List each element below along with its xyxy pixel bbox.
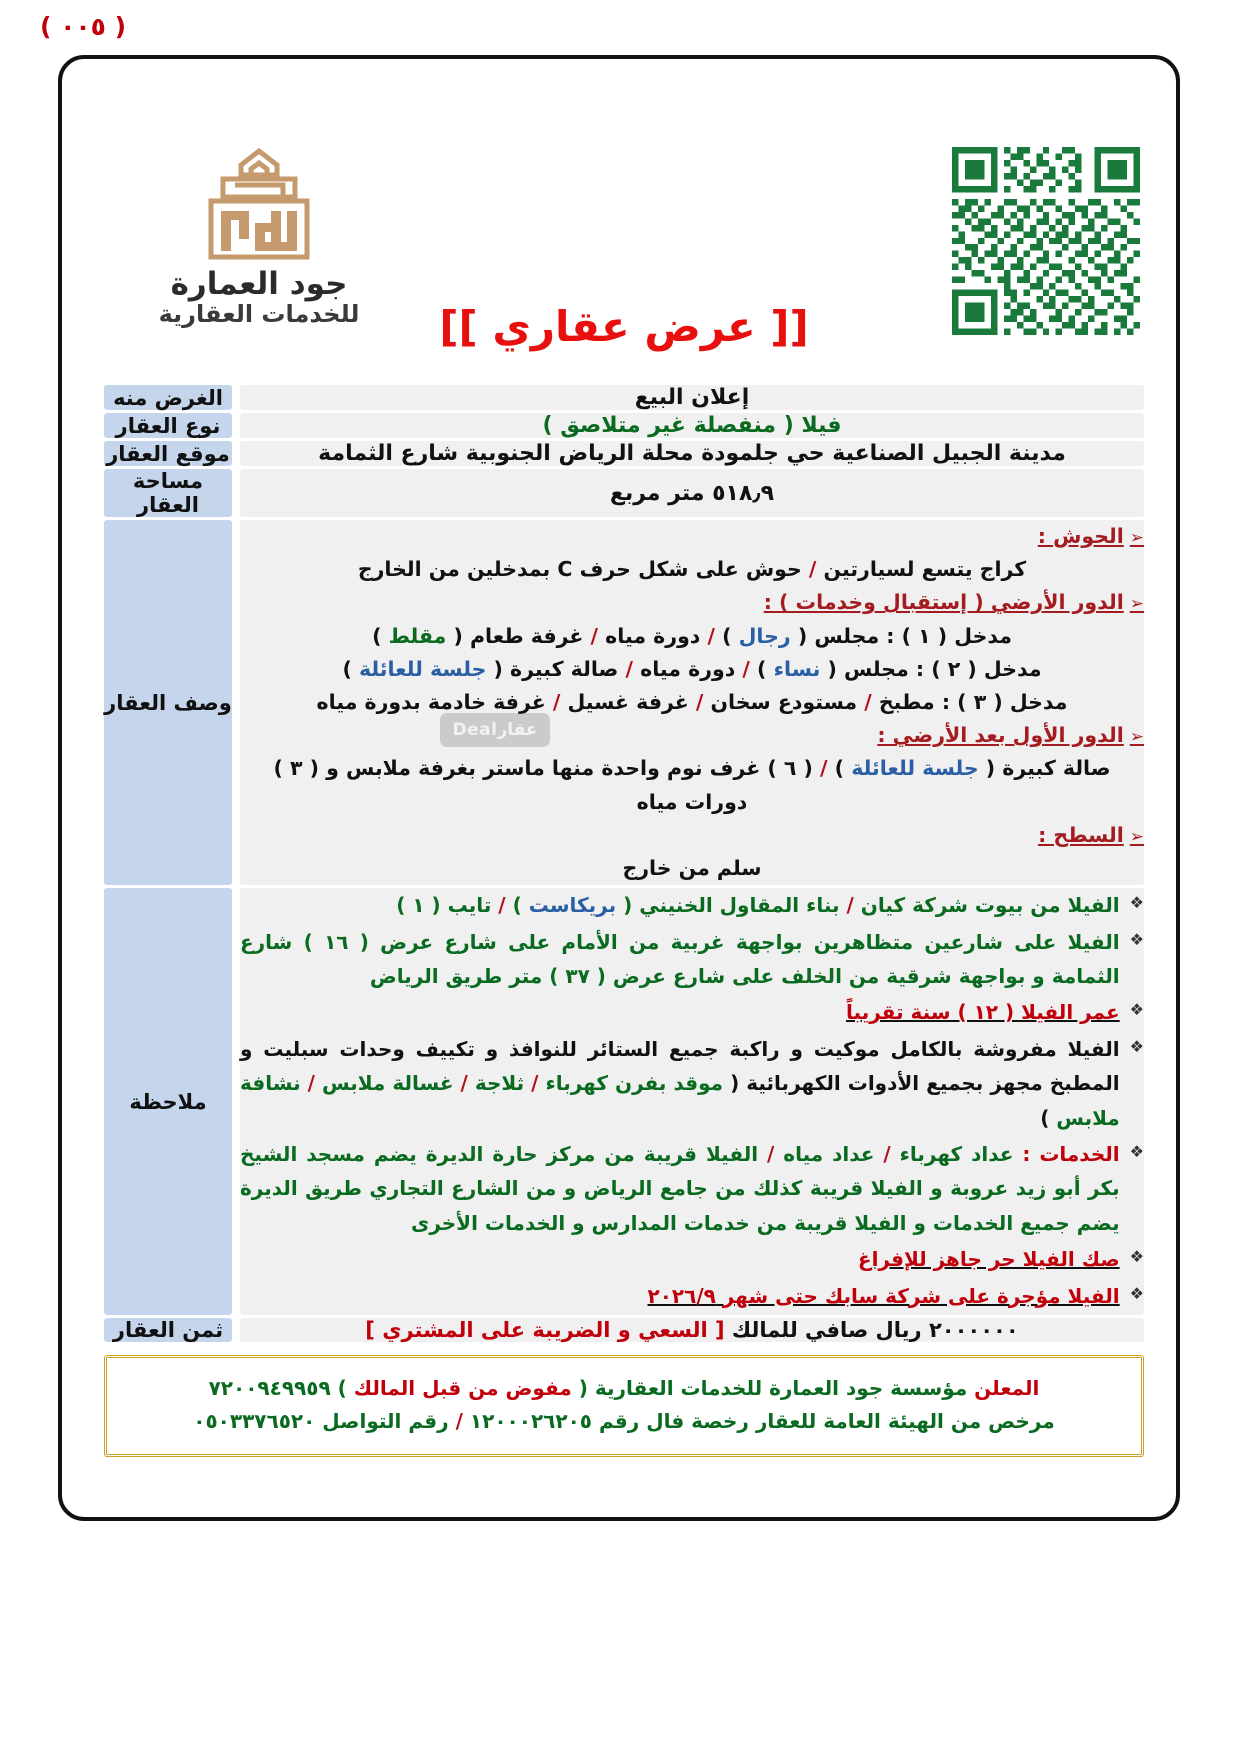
text-run: صالة كبيرة ( bbox=[978, 756, 1111, 781]
diamond-bullet-icon: ❖ bbox=[1129, 893, 1144, 913]
text-run: / bbox=[590, 623, 599, 648]
row-value-1: فيلا ( منفصلة غير متلاصق ) bbox=[542, 413, 842, 438]
diamond-bullet-icon: ❖ bbox=[1129, 1000, 1144, 1020]
text-run: / bbox=[883, 1141, 891, 1166]
arrow-bullet-icon: ➢ bbox=[1129, 727, 1144, 748]
note-text bbox=[240, 925, 1120, 994]
text-run: الفيلا مفروشة بالكامل موكيت و راكبة جميع الستائر للنوافذ و تكييف وحدات سبليت و المطبخ مجهز بجميع الأدوات الكهربائية ( bbox=[240, 1036, 1120, 1096]
text-run: مستودع سخان bbox=[703, 690, 865, 715]
advertiser-line bbox=[117, 1372, 1131, 1405]
table-cell-value bbox=[240, 469, 1144, 517]
table-cell-value bbox=[240, 1318, 1144, 1342]
text-run: مدخل ( ١ ) : مجلس ( bbox=[790, 623, 1012, 648]
arrow-bullet-icon: ➢ bbox=[1129, 826, 1144, 847]
text-run: / bbox=[453, 1071, 475, 1096]
text-run: مقلط bbox=[388, 623, 447, 648]
property-spec-table bbox=[104, 382, 1144, 1345]
license-line bbox=[117, 1405, 1131, 1438]
note-text bbox=[240, 995, 1120, 1029]
advertiser-footer-box bbox=[104, 1355, 1144, 1457]
description-line bbox=[240, 620, 1144, 653]
text-run: مفوض من قبل المالك bbox=[353, 1375, 572, 1400]
row-value-2: مدينة الجبيل الصناعية حي جلمودة محلة الرياض الجنوبية شارع الثمامة bbox=[318, 441, 1066, 466]
note-text bbox=[240, 888, 1120, 922]
text-run: الفيلا على شارعين متظاهرين بواجهة غربية من الأمام على شارع عرض ( ١٦ ) شارع الثمامة و بواجهة شرقية من الخلف على شارع عرض ( ٣٧ ) متر طريق الرياض bbox=[240, 929, 1120, 989]
heading-text: الدور الأول بعد الأرضي : bbox=[877, 723, 1124, 748]
description-section-heading bbox=[240, 719, 1144, 752]
text-run: / bbox=[455, 1408, 463, 1433]
text-run: غرفة خادمة بدورة مياه bbox=[316, 690, 553, 715]
diamond-bullet-icon: ❖ bbox=[1129, 1247, 1144, 1267]
text-run: حوش على شكل حرف C بمدخلين من الخارج bbox=[357, 557, 809, 582]
text-run: / bbox=[767, 1141, 775, 1166]
row-label-1: نوع العقار bbox=[104, 413, 232, 438]
text-run: صك الفيلا حر جاهز للإفراغ bbox=[857, 1247, 1120, 1272]
text-run: سلم من خارج bbox=[622, 856, 762, 881]
arrow-bullet-icon: ➢ bbox=[1129, 528, 1144, 548]
text-run: بريكاست bbox=[528, 893, 617, 918]
row-label-notes: ملاحظة bbox=[104, 888, 232, 1315]
cell-gap bbox=[232, 441, 240, 466]
text-run: ) bbox=[749, 656, 774, 681]
note-item bbox=[240, 1242, 1144, 1276]
text-run: غرفة غسيل bbox=[560, 690, 696, 715]
text-run: مدخل ( ٢ ) : مجلس ( bbox=[820, 656, 1042, 681]
table-cell-value bbox=[240, 385, 1144, 410]
text-run: / bbox=[625, 656, 633, 681]
description-line bbox=[240, 852, 1144, 885]
note-text bbox=[240, 1242, 1120, 1276]
advert-card bbox=[58, 55, 1180, 1521]
note-text bbox=[240, 1137, 1120, 1240]
table-row bbox=[104, 441, 1144, 466]
text-run: / bbox=[808, 557, 817, 582]
row-label-3: مساحة العقار bbox=[104, 469, 232, 517]
diamond-bullet-icon: ❖ bbox=[1129, 1283, 1144, 1303]
building-tower-logo-icon bbox=[104, 145, 414, 263]
table-row bbox=[104, 385, 1144, 410]
text-run: ) bbox=[342, 656, 359, 681]
text-run: / bbox=[524, 1071, 546, 1096]
text-run: مدخل ( ٣ ) : مطبخ bbox=[871, 690, 1068, 715]
text-run: عمر الفيلا ( ١٢ ) سنة تقريباً bbox=[846, 1000, 1120, 1025]
text-run: مؤسسة جود العمارة للخدمات العقارية ( bbox=[571, 1375, 975, 1400]
table-cell-value bbox=[240, 441, 1144, 466]
text-run: ) bbox=[827, 756, 852, 781]
diamond-bullet-icon: ❖ bbox=[1129, 1141, 1144, 1161]
text-run: / bbox=[820, 756, 828, 781]
text-run: عداد كهرباء bbox=[890, 1141, 1023, 1166]
row-value-3: ٥١٨٫٩ متر مربع bbox=[609, 480, 775, 506]
company-name: جود العمارة bbox=[170, 266, 348, 302]
text-run: ) bbox=[505, 893, 529, 918]
note-item bbox=[240, 1279, 1144, 1313]
note-item bbox=[240, 995, 1144, 1029]
qr-code-icon bbox=[952, 147, 1140, 335]
row-label-price: ثمن العقار bbox=[104, 1318, 232, 1342]
description-line bbox=[240, 653, 1144, 686]
text-run: عداد مياه bbox=[774, 1141, 884, 1166]
text-run: الخدمات : bbox=[1022, 1141, 1120, 1166]
text-run: جلسة للعائلة bbox=[358, 656, 487, 681]
text-run: الفيلا قريبة من مركز حارة الديرة يضم مسجد الشيخ بكر أبو زيد عروبة و الفيلا قريبة كذلك من جامع الرياض و من الشارع التجاري طريق الديرة يضم جميع الخدمات و الفيلا قريبة من خدمات المدارس و الخدمات الأخرى bbox=[240, 1141, 1120, 1235]
property-notes bbox=[240, 888, 1144, 1313]
text-run: ( ٦ ) غرف نوم واحدة منها ماستر بغرفة ملابس و ( ٣ ) دورات مياه bbox=[273, 756, 821, 814]
brand-block bbox=[104, 145, 414, 329]
description-section-heading bbox=[240, 586, 1144, 619]
text-run: نشافة ملابس bbox=[240, 1071, 1120, 1130]
table-cell-value bbox=[240, 888, 1144, 1315]
arrow-bullet-icon: ➢ bbox=[1129, 594, 1144, 615]
text-run: / bbox=[300, 1071, 322, 1096]
table-row bbox=[104, 520, 1144, 885]
heading-text: الدور الأرضي ( إستقبال وخدمات ) : bbox=[763, 590, 1124, 615]
note-text bbox=[240, 1032, 1120, 1135]
row-label-2: موقع العقار bbox=[104, 441, 232, 466]
table-row bbox=[104, 888, 1144, 1315]
text-run: ) bbox=[1040, 1105, 1057, 1130]
cell-gap bbox=[232, 888, 240, 1315]
text-run: / bbox=[846, 893, 854, 918]
description-line bbox=[240, 752, 1144, 818]
text-run: المعلن bbox=[974, 1375, 1040, 1400]
table-cell-value bbox=[240, 413, 1144, 438]
text-run: ) ٧٢٠٠٩٤٩٩٥٩ bbox=[208, 1375, 354, 1400]
text-run: تايب ( ١ ) bbox=[396, 893, 499, 918]
text-run: / bbox=[707, 623, 715, 648]
description-line bbox=[240, 553, 1144, 586]
cell-gap bbox=[232, 385, 240, 410]
note-item bbox=[240, 1032, 1144, 1135]
watermark: عقارDeal bbox=[440, 713, 550, 747]
text-run: دورة مياه bbox=[632, 656, 743, 681]
text-run: / bbox=[742, 656, 750, 681]
property-description bbox=[240, 520, 1144, 885]
company-subtitle: للخدمات العقارية bbox=[158, 300, 360, 329]
cell-gap bbox=[232, 1318, 240, 1342]
text-run: ثلاجة bbox=[474, 1071, 525, 1096]
text-run: الفيلا من بيوت شركة كيان bbox=[853, 893, 1120, 918]
description-section-heading bbox=[240, 819, 1144, 852]
heading-text: الحوش : bbox=[1037, 524, 1124, 548]
text-run: غسالة ملابس bbox=[321, 1071, 454, 1096]
property-price bbox=[240, 1318, 1144, 1342]
text-run: موقد بفرن كهرباء bbox=[545, 1071, 724, 1096]
cell-gap bbox=[232, 413, 240, 438]
heading-text: السطح : bbox=[1038, 822, 1124, 847]
text-run: بناء المقاول الخنيني ( bbox=[616, 893, 847, 918]
table-row bbox=[104, 469, 1144, 517]
text-run: دورة مياه bbox=[598, 623, 708, 648]
row-label-description: وصف العقار bbox=[104, 520, 232, 885]
text-run: ٢٠٠٠٠٠٠ ريال صافي للمالك bbox=[724, 1317, 1019, 1342]
text-run: كراج يتسع لسيارتين bbox=[816, 557, 1027, 582]
text-run: ) bbox=[714, 623, 739, 648]
description-section-heading bbox=[240, 520, 1144, 553]
text-run: / bbox=[864, 690, 872, 715]
header bbox=[104, 97, 1144, 382]
page-number: ( ٠٠٥ ) bbox=[40, 12, 127, 41]
row-value-0: إعلان البيع bbox=[634, 385, 750, 410]
diamond-bullet-icon: ❖ bbox=[1129, 1036, 1144, 1056]
cell-gap bbox=[232, 520, 240, 885]
text-run: صالة كبيرة ( bbox=[486, 656, 626, 681]
row-label-0: الغرض منه bbox=[104, 385, 232, 410]
text-run: نساء bbox=[773, 656, 821, 681]
text-run: ) bbox=[372, 623, 389, 648]
text-run: الفيلا مؤجرة على شركة سابك حتى شهر ٢٠٢٦/٩ bbox=[647, 1283, 1120, 1308]
note-item bbox=[240, 1137, 1144, 1240]
page-title: [[ عرض عقاري ]] bbox=[439, 302, 809, 351]
text-run: / bbox=[695, 690, 704, 715]
text-run: جلسة للعائلة bbox=[851, 756, 979, 781]
text-run: / bbox=[498, 893, 506, 918]
note-item bbox=[240, 888, 1144, 922]
diamond-bullet-icon: ❖ bbox=[1129, 929, 1144, 949]
table-cell-value bbox=[240, 520, 1144, 885]
table-row bbox=[104, 413, 1144, 438]
text-run: رجال bbox=[738, 623, 791, 648]
text-run: مرخص من الهيئة العامة للعقار رخصة فال رقم ١٢٠٠٠٢٦٢٠٥ bbox=[462, 1408, 1055, 1433]
text-run: [ السعي و الضريبة على المشتري ] bbox=[365, 1317, 725, 1342]
table-row bbox=[104, 1318, 1144, 1342]
note-item bbox=[240, 925, 1144, 994]
description-line bbox=[240, 686, 1144, 719]
note-text bbox=[240, 1279, 1120, 1313]
text-run: غرفة طعام ( bbox=[446, 623, 591, 648]
text-run: / bbox=[552, 690, 561, 715]
text-run: رقم التواصل ٠٥٠٣٣٧٦٥٢٠ bbox=[193, 1408, 456, 1433]
cell-gap bbox=[232, 469, 240, 517]
